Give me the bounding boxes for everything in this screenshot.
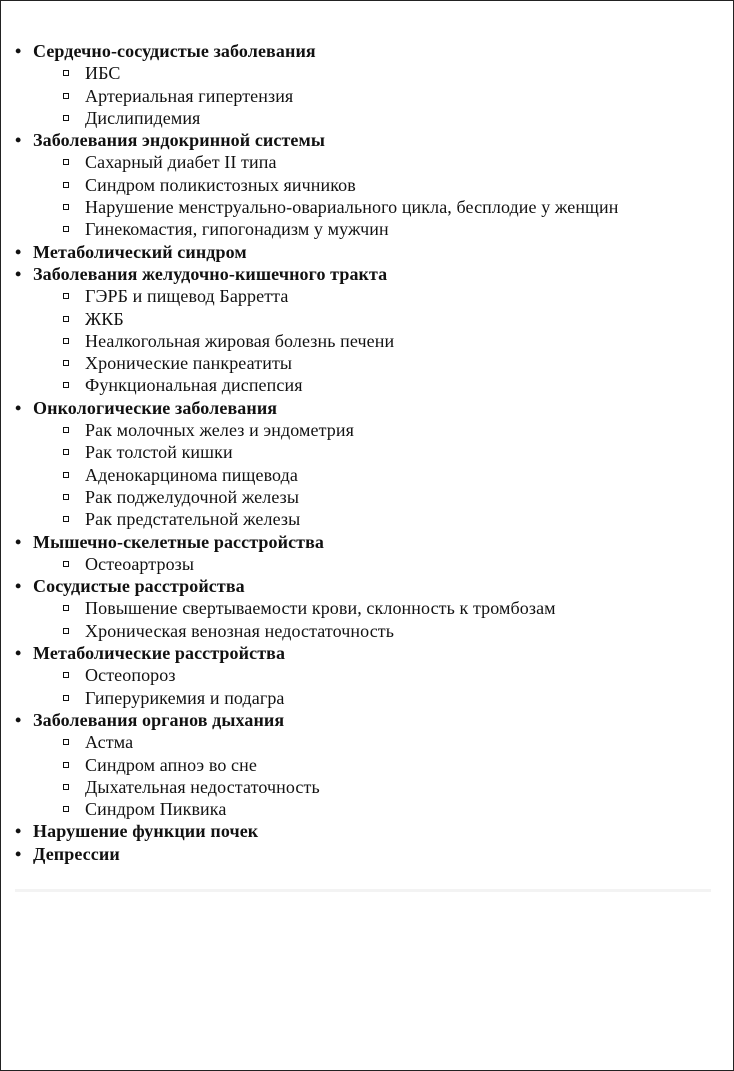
list-item: [15, 352, 705, 374]
category-heading: [15, 820, 705, 842]
square-bullet-icon: [63, 494, 69, 500]
list-item-text: ИБС: [85, 63, 121, 84]
list-item: [15, 486, 705, 508]
category-title: Мышечно-скелетные расстройства: [33, 531, 325, 552]
list-item: [15, 330, 705, 352]
square-bullet-icon: [63, 605, 69, 611]
square-bullet-icon: [63, 516, 69, 522]
list-item: [15, 174, 705, 196]
bullet-dot-icon: •: [15, 130, 22, 151]
subitem-list: [15, 62, 705, 129]
list-item-text: Рак предстательной железы: [85, 509, 301, 530]
list-item: [15, 441, 705, 463]
list-item: [15, 85, 705, 107]
list-item-text: ГЭРБ и пищевод Барретта: [85, 286, 289, 307]
category-heading: [15, 129, 705, 151]
square-bullet-icon: [63, 449, 69, 455]
square-bullet-icon: [63, 672, 69, 678]
square-bullet-icon: [63, 762, 69, 768]
category-group: [15, 709, 705, 820]
list-item: [15, 597, 705, 619]
square-bullet-icon: [63, 695, 69, 701]
list-item-text: Дыхательная недостаточность: [85, 776, 320, 797]
category-title: Метаболический синдром: [33, 241, 247, 262]
square-bullet-icon: [63, 226, 69, 232]
list-item: [15, 374, 705, 396]
square-bullet-icon: [63, 360, 69, 366]
list-item-text: Нарушение менструально-овариального цикла, бесплодие у женщин: [85, 197, 619, 218]
list-item-text: Остеопороз: [85, 665, 176, 686]
category-heading: [15, 40, 705, 62]
bullet-dot-icon: •: [15, 709, 22, 730]
list-item: [15, 308, 705, 330]
square-bullet-icon: [63, 472, 69, 478]
list-item-text: Неалкогольная жировая болезнь печени: [85, 330, 395, 351]
category-title: Депрессии: [33, 843, 120, 864]
list-item-text: Хроническая венозная недостаточность: [85, 620, 395, 641]
subitem-list: [15, 597, 705, 642]
list-item-text: ЖКБ: [85, 308, 124, 329]
square-bullet-icon: [63, 784, 69, 790]
square-bullet-icon: [63, 561, 69, 567]
list-item-text: Гиперурикемия и подагра: [85, 687, 285, 708]
square-bullet-icon: [63, 338, 69, 344]
category-heading: [15, 642, 705, 664]
list-item-text: Синдром апноэ во сне: [85, 754, 257, 775]
list-item: [15, 731, 705, 753]
list-item: [15, 798, 705, 820]
category-group: [15, 241, 705, 263]
list-item-text: Артериальная гипертензия: [85, 85, 294, 106]
bullet-dot-icon: •: [15, 263, 22, 284]
square-bullet-icon: [63, 293, 69, 299]
square-bullet-icon: [63, 93, 69, 99]
list-item: [15, 664, 705, 686]
list-item: [15, 107, 705, 129]
subitem-list: [15, 731, 705, 820]
bullet-dot-icon: •: [15, 531, 22, 552]
category-group: [15, 263, 705, 397]
list-item: [15, 62, 705, 84]
list-item-text: Остеоартрозы: [85, 553, 195, 574]
square-bullet-icon: [63, 316, 69, 322]
category-title: Онкологические заболевания: [33, 397, 278, 418]
bottom-rule: [15, 889, 711, 892]
subitem-list: [15, 285, 705, 396]
category-group: [15, 820, 705, 842]
list-item-text: Астма: [85, 732, 134, 753]
subitem-list: [15, 553, 705, 575]
category-title: Нарушение функции почек: [33, 821, 259, 842]
square-bullet-icon: [63, 115, 69, 121]
list-item-text: Дислипидемия: [85, 107, 201, 128]
list-item: [15, 776, 705, 798]
category-title: Сердечно-сосудистые заболевания: [33, 41, 316, 61]
list-item-text: Синдром Пиквика: [85, 799, 227, 820]
category-group: [15, 531, 705, 576]
list-item-text: Аденокарцинома пищевода: [85, 464, 298, 485]
category-group: [15, 397, 705, 531]
square-bullet-icon: [63, 204, 69, 210]
list-item: [15, 687, 705, 709]
square-bullet-icon: [63, 70, 69, 76]
list-item-text: Рак поджелудочной железы: [85, 486, 300, 507]
list-item-text: Синдром поликистозных яичников: [85, 174, 356, 195]
list-item: [15, 754, 705, 776]
bullet-dot-icon: •: [15, 41, 22, 61]
list-item: [15, 553, 705, 575]
list-item-text: Рак толстой кишки: [85, 442, 233, 463]
category-group: [15, 843, 705, 865]
category-heading: [15, 397, 705, 419]
square-bullet-icon: [63, 427, 69, 433]
category-heading: [15, 263, 705, 285]
list-item: [15, 419, 705, 441]
list-item: [15, 620, 705, 642]
list-item-text: Сахарный диабет II типа: [85, 152, 277, 173]
list-item-text: Рак молочных желез и эндометрия: [85, 420, 354, 441]
disease-list: [15, 40, 705, 865]
list-item-text: Повышение свертываемости крови, склонность к тромбозам: [85, 598, 556, 619]
category-group: [15, 642, 705, 709]
category-title: Заболевания органов дыхания: [33, 709, 285, 730]
bullet-dot-icon: •: [15, 843, 22, 864]
category-group: [15, 40, 705, 129]
square-bullet-icon: [63, 182, 69, 188]
subitem-list: [15, 419, 705, 530]
subitem-list: [15, 151, 705, 240]
bullet-dot-icon: •: [15, 643, 22, 664]
square-bullet-icon: [63, 159, 69, 165]
bullet-dot-icon: •: [15, 241, 22, 262]
category-heading: [15, 843, 705, 865]
bullet-dot-icon: •: [15, 821, 22, 842]
list-item-text: Хронические панкреатиты: [85, 353, 293, 374]
category-heading: [15, 575, 705, 597]
list-item: [15, 196, 705, 218]
list-item: [15, 151, 705, 173]
square-bullet-icon: [63, 382, 69, 388]
subitem-list: [15, 664, 705, 709]
list-item-text: Функциональная диспепсия: [85, 375, 303, 396]
category-group: [15, 129, 705, 240]
bullet-dot-icon: •: [15, 397, 22, 418]
square-bullet-icon: [63, 806, 69, 812]
square-bullet-icon: [63, 628, 69, 634]
category-heading: [15, 709, 705, 731]
bullet-dot-icon: •: [15, 576, 22, 597]
square-bullet-icon: [63, 739, 69, 745]
category-group: [15, 575, 705, 642]
list-item: [15, 464, 705, 486]
category-heading: [15, 531, 705, 553]
category-title: Заболевания желудочно-кишечного тракта: [33, 263, 388, 284]
category-title: Заболевания эндокринной системы: [33, 130, 326, 151]
list-item-text: Гинекомастия, гипогонадизм у мужчин: [85, 219, 389, 240]
list-item: [15, 218, 705, 240]
list-item: [15, 285, 705, 307]
category-heading: [15, 241, 705, 263]
category-title: Метаболические расстройства: [33, 643, 286, 664]
category-title: Сосудистые расстройства: [33, 576, 245, 597]
list-item: [15, 508, 705, 530]
